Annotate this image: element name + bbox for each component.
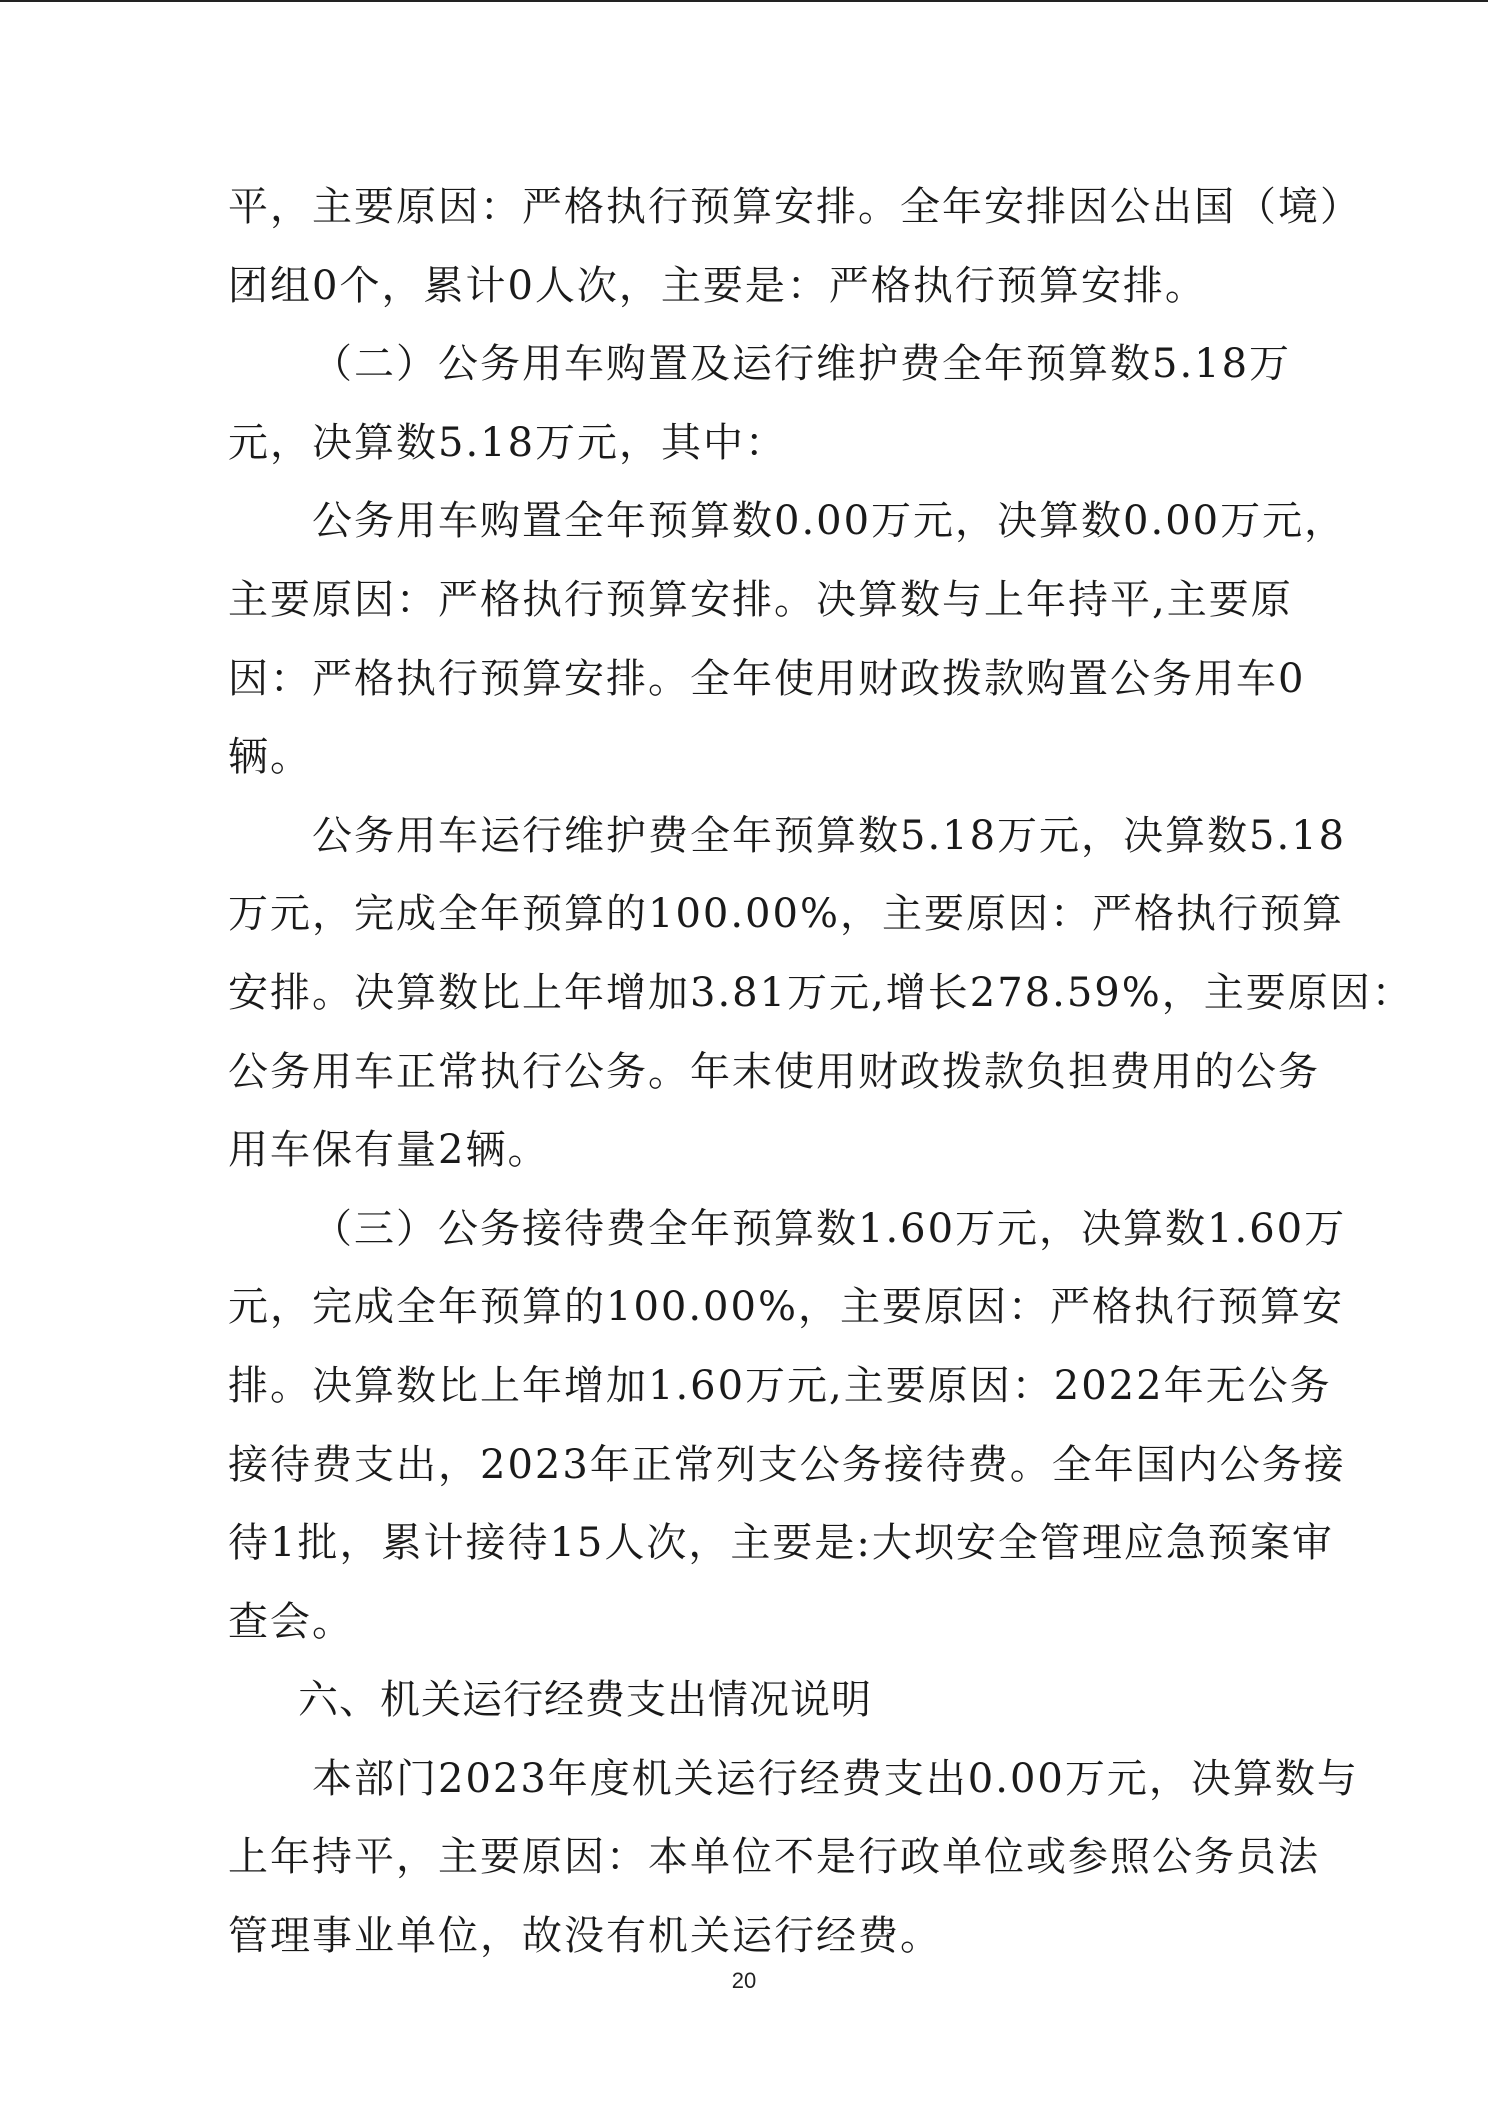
text-line: 元，完成全年预算的100.00%，主要原因：严格执行预算安 [228,1284,1344,1331]
text-line: 接待费支出，2023年正常列支公务接待费。全年国内公务接 [228,1441,1346,1488]
text-line: 查会。 [228,1598,354,1645]
text-line: 辆。 [228,734,312,781]
paragraph-start: 公务用车购置全年预算数0.00万元，决算数0.00万元， [312,498,1347,545]
text-line: 管理事业单位，故没有机关运行经费。 [228,1913,942,1960]
document-body [228,168,1414,1976]
paragraph-start: 公务用车运行维护费全年预算数5.18万元，决算数5.18 [312,812,1347,859]
page-number: 20 [731,1968,757,1993]
text-line: 元，决算数5.18万元，其中： [228,419,788,466]
text-line: 平，主要原因：严格执行预算安排。全年安排因公出国（境） [228,184,1362,230]
text-line: 因：严格执行预算安排。全年使用财政拨款购置公务用车0 [228,655,1306,702]
text-line: 安排。决算数比上年增加3.81万元,增长278.59%，主要原因： [228,969,1414,1016]
section-heading: 六、机关运行经费支出情况说明 [298,1677,872,1724]
text-line: 公务用车正常执行公务。年末使用财政拨款负担费用的公务 [228,1048,1320,1095]
text-line: 待1批，累计接待15人次，主要是:大坝安全管理应急预案审 [228,1520,1334,1567]
text-line: 万元，完成全年预算的100.00%，主要原因：严格执行预算 [228,891,1344,938]
text-line: 排。决算数比上年增加1.60万元,主要原因：2022年无公务 [228,1362,1332,1409]
paragraph-start: （二）公务用车购置及运行维护费全年预算数5.18万 [312,341,1292,388]
paragraph-start: （三）公务接待费全年预算数1.60万元，决算数1.60万 [312,1205,1347,1252]
text-line: 主要原因：严格执行预算安排。决算数与上年持平,主要原 [228,576,1293,623]
text-line: 上年持平，主要原因：本单位不是行政单位或参照公务员法 [228,1834,1320,1881]
top-border-line [0,0,1488,2]
text-line: 团组0个，累计0人次，主要是：严格执行预算安排。 [228,262,1207,309]
text-line: 用车保有量2辆。 [228,1127,550,1174]
paragraph-start: 本部门2023年度机关运行经费支出0.00万元，决算数与 [312,1755,1359,1802]
